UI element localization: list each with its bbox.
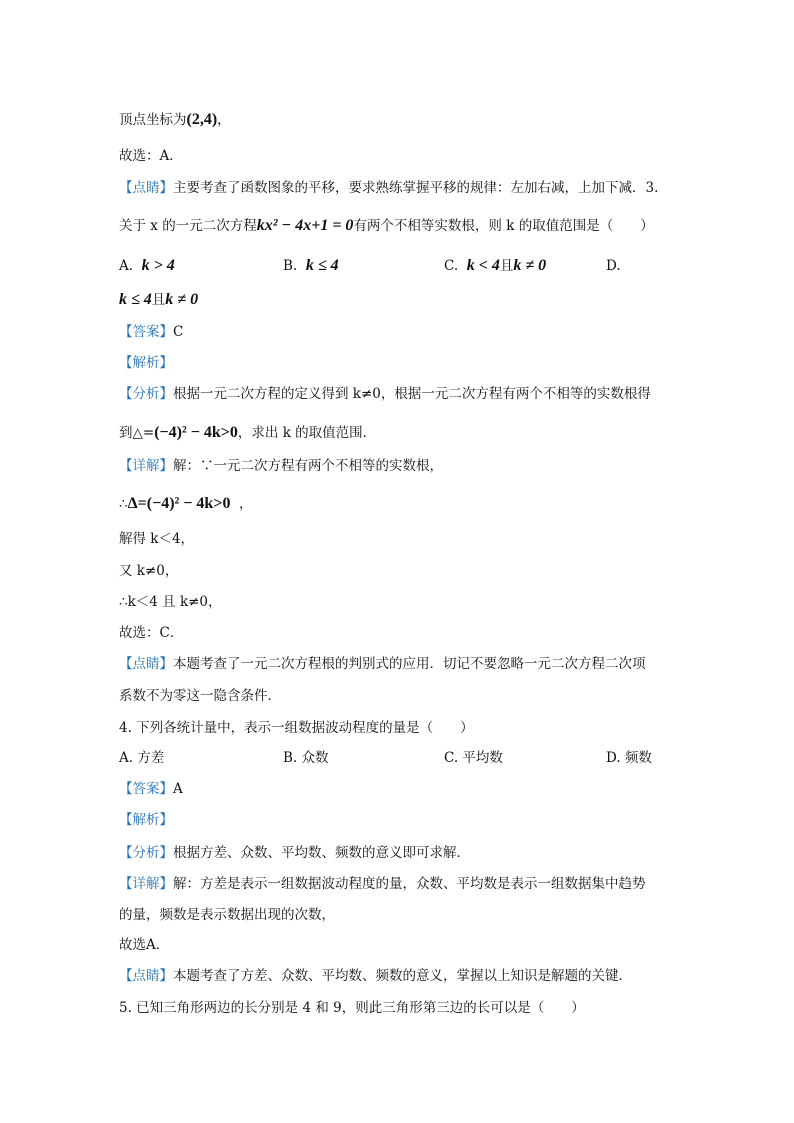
q3-point-note-2: 系数不为零这一隐含条件． xyxy=(119,688,281,704)
q3-option-a: A. k > 4 xyxy=(119,257,175,274)
q3-step-3: 又 k≠0， xyxy=(119,563,179,579)
choose-a-line: 故选：A． xyxy=(119,148,183,164)
q2-point-note: 【点睛】主要考查了函数图象的平移，要求熟练掌握平移的规律：左加右减，上加下减．3. xyxy=(119,180,659,196)
q4-jiexi: 【解析】 xyxy=(119,812,173,828)
q4-answer: 【答案】A xyxy=(119,781,183,797)
q4-stem: 4. 下列各统计量中，表示一组数据波动程度的量是（ ） xyxy=(119,720,474,736)
q4-point-note: 【点睛】本题考查了方差、众数、平均数、频数的意义，掌握以上知识是解题的关键． xyxy=(119,968,632,984)
vertex-coord: (2,4) xyxy=(186,111,218,128)
q3-step-1: ∴Δ=(−4)² − 4k>0 ， xyxy=(119,495,253,512)
q3-step-2: 解得 k＜4， xyxy=(119,531,195,547)
q3-stem: 关于 x 的一元二次方程kx² − 4x+1 = 0有两个不相等实数根，则 k 的取值范围是（ ） xyxy=(119,217,654,234)
q4-option-c: C. 平均数 xyxy=(444,750,503,766)
q3-fenxi-2: 到△=(−4)² − 4k>0，求出 k 的取值范围． xyxy=(119,424,377,441)
q4-option-a: A. 方差 xyxy=(119,750,165,766)
q4-detail-2: 的量，频数是表示数据出现的次数， xyxy=(119,907,335,923)
q4-detail: 【详解】解：方差是表示一组数据波动程度的量，众数、平均数是表示一组数据集中趋势 xyxy=(119,876,646,892)
q3-detail: 【详解】解：∵一元二次方程有两个不相等的实数根， xyxy=(119,458,443,474)
q3-option-b: B. k ≤ 4 xyxy=(283,257,339,274)
q3-equation: kx² − 4x+1 = 0 xyxy=(256,217,354,234)
q4-option-b: B. 众数 xyxy=(283,750,329,766)
q5-stem: 5. 已知三角形两边的长分别是 4 和 9，则此三角形第三边的长可以是（ ） xyxy=(119,1000,585,1016)
q3-choose: 故选：C． xyxy=(119,625,184,641)
q3-option-d: k ≤ 4且k ≠ 0 xyxy=(119,291,199,308)
q3-step-4: ∴k＜4 且 k≠0， xyxy=(119,594,222,610)
q3-option-c: C. k < 4且k ≠ 0 xyxy=(444,257,547,274)
q3-fenxi: 【分析】根据一元二次方程的定义得到 k≠0，根据一元二次方程有两个不相等的实数根得 xyxy=(119,386,651,402)
q4-option-d: D. 频数 xyxy=(606,750,652,766)
q4-choose: 故选A． xyxy=(119,937,170,953)
q3-point-note: 【点睛】本题考查了一元二次方程根的判别式的应用．切记不要忽略一元二次方程二次项 xyxy=(119,656,646,672)
q3-option-d-label: D. xyxy=(606,258,621,274)
q3-jiexi: 【解析】 xyxy=(119,355,173,371)
q4-fenxi: 【分析】根据方差、众数、平均数、频数的意义即可求解． xyxy=(119,845,470,861)
vertex-line: 顶点坐标为(2,4)， xyxy=(119,111,231,128)
q3-answer: 【答案】C xyxy=(119,324,184,340)
